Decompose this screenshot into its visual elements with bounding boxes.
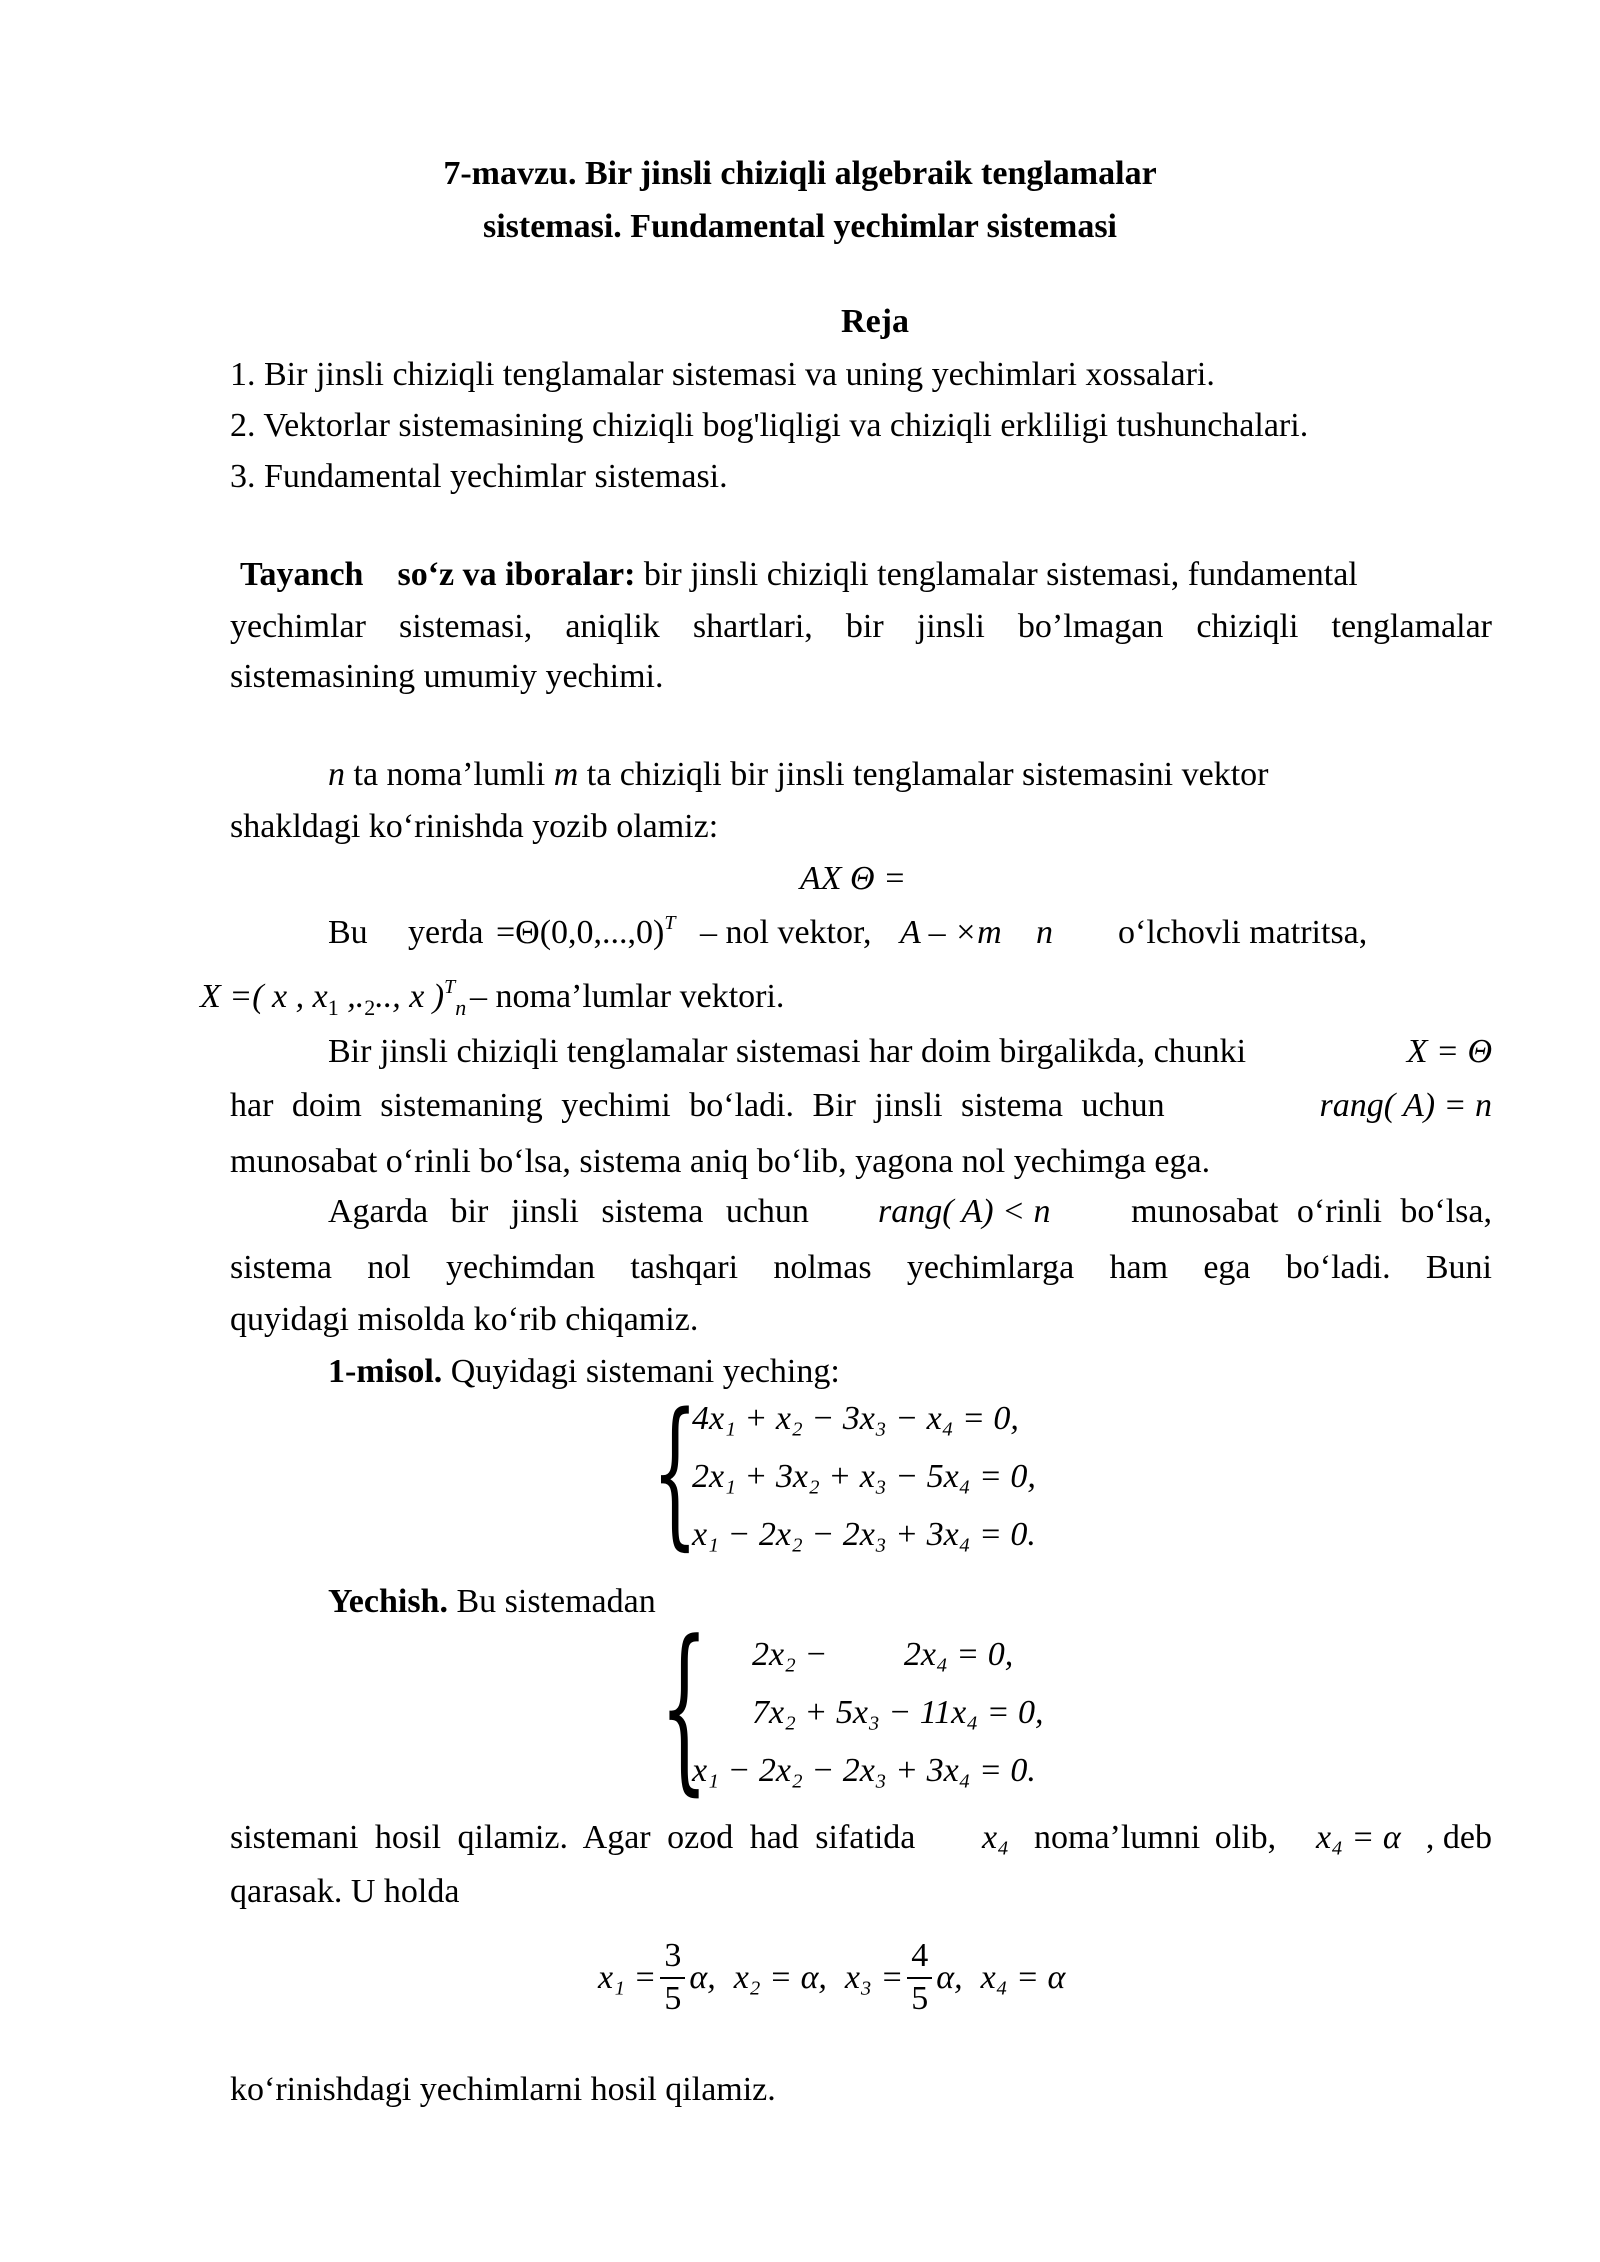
- solution-label: Yechish.: [328, 1583, 448, 1620]
- plan-heading: Reja: [841, 303, 909, 340]
- def-theta-vector: [496, 914, 676, 952]
- example-line: [328, 1350, 840, 1394]
- para2-text-b: munosabat o‘rinli bo‘lsa,: [1131, 1193, 1492, 1230]
- solution-text-b: noma’lumni olib,: [1034, 1819, 1277, 1856]
- x-vector-part-b: ,.: [338, 978, 365, 1015]
- solution-paragraph-line-2: qarasak. U holda: [230, 1873, 460, 1910]
- para2-line-1: [328, 1190, 1492, 1234]
- result-x4: x₄ = α: [980, 1959, 1066, 1996]
- page-title-line-1: 7-mavzu. Bir jinsli chiziqli algebraik tenglamalar: [443, 155, 1157, 192]
- x-sub-n: n: [455, 995, 467, 1020]
- intro-var-m: m: [553, 756, 579, 793]
- system2-eq-1: 2x₂ − 2x₄ = 0,: [752, 1636, 1014, 1673]
- solution-paragraph-line-1: [230, 1816, 1492, 1860]
- result-x2: x₂ = α,: [733, 1959, 827, 1996]
- rank-less-than-n: rang( A) < n: [878, 1193, 1051, 1230]
- intro-text-b: ta chiziqli bir jinsli tenglamalar sistemasini vektor: [586, 756, 1269, 793]
- intro-line-2: shakldagi ko‘rinishda yozib olamiz:: [230, 808, 719, 845]
- def-x-vector: [200, 976, 467, 1020]
- rank-equals-n: rang( A) = n: [1319, 1087, 1492, 1124]
- system1-eq-3: x₁ − 2x₂ − 2x₃ + 3x₄ = 0.: [692, 1516, 1036, 1553]
- fraction-four-fifths: [907, 1936, 932, 2020]
- vector-equation: AX Θ =: [800, 860, 907, 897]
- def-nol-vektor: – nol vektor,: [700, 914, 872, 951]
- def-matrix-a: A – ×m: [900, 914, 1002, 951]
- result-x3-lhs: x₃ =: [844, 1959, 904, 1996]
- fraction-1-denominator: 5: [664, 1980, 682, 2017]
- system2-brace: {: [660, 1603, 709, 1812]
- result-x1-alpha: α,: [689, 1959, 716, 1996]
- x-equals-theta: X = Θ: [1406, 1033, 1492, 1070]
- def-yerda: yerda: [408, 914, 484, 951]
- para2-text-a: Agarda bir jinsli sistema uchun: [328, 1193, 809, 1230]
- x-sub-2: 2: [364, 995, 376, 1020]
- para2-line-2: sistema nol yechimdan tashqari nolmas yechimlarga ham ega bo‘ladi. Buni: [230, 1249, 1492, 1286]
- keywords-line-2: yechimlar sistemasi, aniqlik shartlari, bir jinsli bo’lmagan chiziqli tenglamalar: [230, 608, 1492, 645]
- result-x3-alpha: α,: [936, 1959, 963, 1996]
- para1-text-1: Bir jinsli chiziqli tenglamalar sistemasi har doim birgalikda, chunki: [328, 1033, 1247, 1070]
- transpose-mark: T: [664, 912, 676, 934]
- x-vector-part-a: X =( x , x: [200, 978, 328, 1015]
- system2-eq-2: 7x₂ + 5x₃ − 11x₄ = 0,: [752, 1694, 1044, 1731]
- system1-brace: {: [652, 1378, 698, 1565]
- result-x1-lhs: x₁ =: [598, 1959, 657, 1996]
- solution-text-a: sistemani hosil qilamiz. Agar ozod had sifatida: [230, 1819, 916, 1856]
- solution-text: Bu sistemadan: [456, 1583, 656, 1620]
- para1-line-3: munosabat o‘rinli bo‘lsa, sistema aniq bo‘lib, yagona nol yechimga ega.: [230, 1143, 1211, 1180]
- x-sub-1: 1: [327, 995, 339, 1020]
- system2-eq-3: x₁ − 2x₂ − 2x₃ + 3x₄ = 0.: [692, 1752, 1036, 1789]
- plan-item-2: 2. Vektorlar sistemasining chiziqli bog'liqligi va chiziqli erkliligi tushunchalari.: [230, 407, 1309, 444]
- plan-item-1: 1. Bir jinsli chiziqli tenglamalar sistemasi va uning yechimlari xossalari.: [230, 356, 1215, 393]
- fraction-three-fifths: [660, 1936, 685, 2020]
- def-n: n: [1036, 914, 1053, 951]
- keywords-label-a: Tayanch: [240, 556, 364, 593]
- fraction-2-denominator: 5: [911, 1980, 929, 2017]
- x-transpose-mark: T: [444, 976, 456, 998]
- solution-line: [328, 1580, 656, 1624]
- final-line: ko‘rinishdagi yechimlarni hosil qilamiz.: [230, 2071, 776, 2108]
- keywords-text-1: bir jinsli chiziqli tenglamalar sistemasi, fundamental: [643, 556, 1358, 593]
- theta-vector-text: =Θ(0,0,...,0): [496, 914, 665, 951]
- def-bu: Bu: [328, 914, 368, 951]
- intro-line-1: [328, 753, 1268, 797]
- result-formula: [598, 1920, 1065, 2036]
- para1-text-2: har doim sistemaning yechimi bo‘ladi. Bir jinsli sistema uchun: [230, 1087, 1165, 1124]
- page-title-line-2: sistemasi. Fundamental yechimlar sistemasi: [482, 208, 1117, 245]
- x-vector-part-c: .., x ): [375, 978, 445, 1015]
- para1-line-2: [230, 1084, 1492, 1128]
- system1-eq-1: 4x₁ + x₂ − 3x₃ − x₄ = 0,: [692, 1400, 1019, 1437]
- system1-eq-2: 2x₁ + 3x₂ + x₃ − 5x₄ = 0,: [692, 1458, 1036, 1495]
- solution-text-c: , deb: [1425, 1819, 1492, 1856]
- para2-line-3: quyidagi misolda ko‘rib chiqamiz.: [230, 1301, 699, 1338]
- keywords-line-1: [240, 553, 1492, 597]
- example-label: 1-misol.: [328, 1353, 443, 1390]
- intro-var-n: n: [328, 756, 345, 793]
- intro-text-a: ta noma’lumli: [353, 756, 546, 793]
- x4-variable: x₄: [982, 1819, 1009, 1856]
- plan-item-3: 3. Fundamental yechimlar sistemasi.: [230, 458, 728, 495]
- def-nomalumlar: – noma’lumlar vektori.: [470, 978, 785, 1015]
- example-text: Quyidagi sistemani yeching:: [450, 1353, 840, 1390]
- fraction-2-numerator: 4: [907, 1936, 932, 1979]
- def-olchovli: o‘lchovli matritsa,: [1118, 914, 1368, 951]
- keywords-line-3: sistemasining umumiy yechimi.: [230, 658, 664, 695]
- x4-equals-alpha: x₄ = α: [1316, 1819, 1401, 1856]
- keywords-label-b: so‘z va iboralar:: [397, 556, 636, 593]
- fraction-1-numerator: 3: [660, 1936, 685, 1979]
- para1-line-1: [328, 1030, 1492, 1074]
